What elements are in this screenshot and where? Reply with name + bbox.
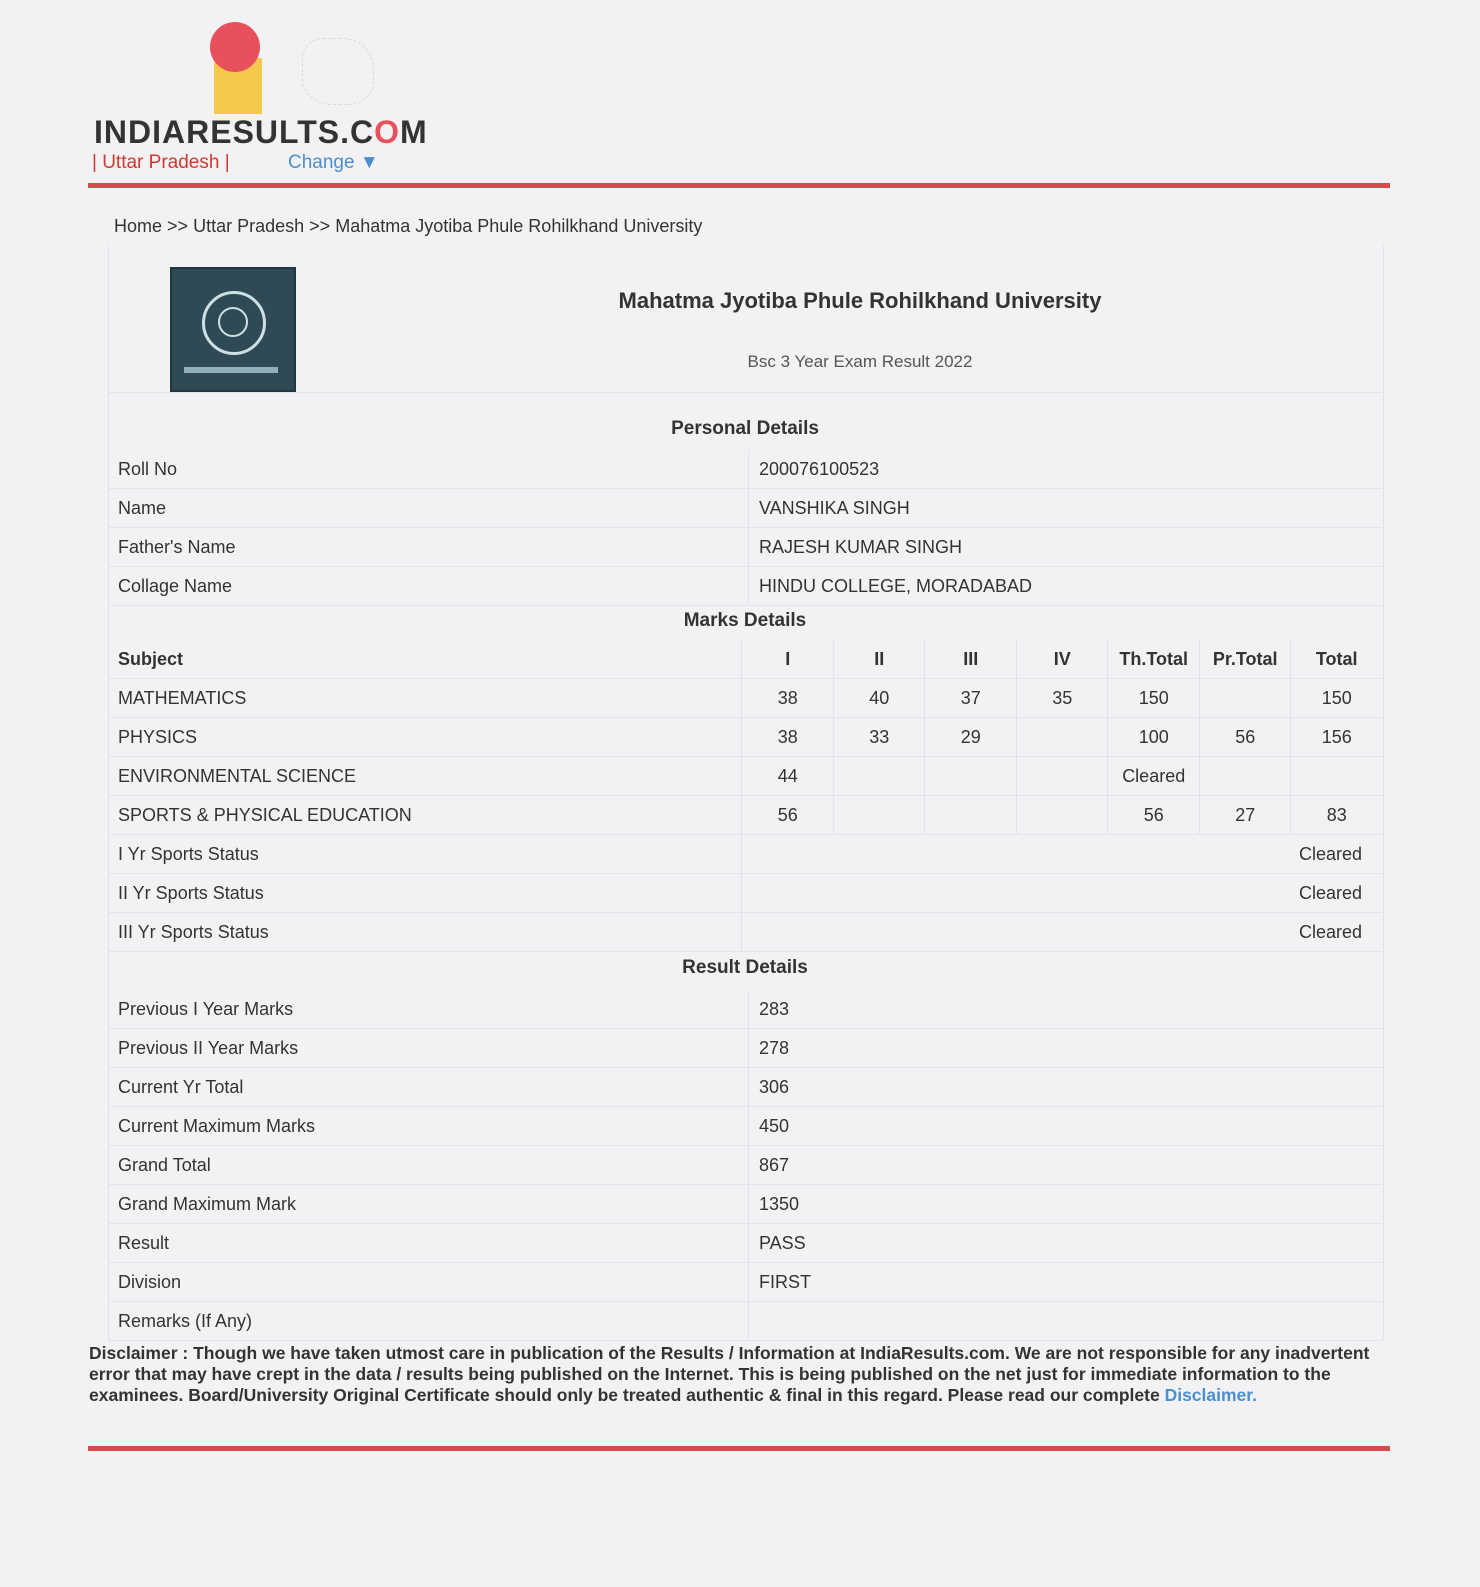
mark-cell <box>1016 718 1108 757</box>
table-row <box>108 718 1382 757</box>
disclaimer-text: Disclaimer : Though we have taken utmost care in publication of the Results / Information at IndiaResults.com. We are not responsible for any inadvertent error that may have crept in the data / results being published on the Internet. This is being published on the net just for immediate information to the examinees. Board/University Original Certificate should only be treated authentic & final in this regard. Please read our complete <box>89 1343 1370 1405</box>
table-row <box>108 679 1382 718</box>
table-row <box>108 528 1382 567</box>
col-th-total: Th.Total <box>1108 640 1200 679</box>
result-label: Previous II Year Marks <box>108 1029 749 1068</box>
result-label: Remarks (If Any) <box>108 1302 749 1341</box>
table-row <box>108 567 1382 606</box>
mark-cell: 29 <box>925 718 1017 757</box>
mark-cell: 40 <box>833 679 925 718</box>
mark-cell: Cleared <box>1108 757 1200 796</box>
change-state-link[interactable]: Change ▼ <box>288 152 379 173</box>
state-label: | Uttar Pradesh | <box>92 152 230 173</box>
col-pr-total: Pr.Total <box>1199 640 1291 679</box>
college-name-value: HINDU COLLEGE, MORADABAD <box>749 567 1383 606</box>
table-row <box>108 990 1382 1029</box>
mark-cell <box>1016 757 1108 796</box>
sports-status-value: Cleared <box>742 913 1382 952</box>
brand-name: INDIARESULTS.COM <box>94 114 428 150</box>
sports-status-row <box>108 874 1382 913</box>
breadcrumb-state[interactable]: Uttar Pradesh <box>193 216 305 236</box>
marks-details-heading: Marks Details <box>683 610 807 631</box>
table-row <box>108 1068 1382 1107</box>
table-row <box>108 796 1382 835</box>
table-row <box>108 1263 1382 1302</box>
exam-subtitle: Bsc 3 Year Exam Result 2022 <box>747 352 973 371</box>
sports-status-value: Cleared <box>742 874 1382 913</box>
university-title: Mahatma Jyotiba Phule Rohilkhand University <box>618 288 1102 313</box>
logo-mark-icon <box>210 20 270 120</box>
mark-cell <box>833 757 925 796</box>
col-iv: IV <box>1016 640 1108 679</box>
father-name-value: RAJESH KUMAR SINGH <box>749 528 1383 567</box>
col-total: Total <box>1291 640 1382 679</box>
mark-cell: 37 <box>925 679 1017 718</box>
mark-cell: 27 <box>1199 796 1291 835</box>
result-value <box>749 1302 1383 1341</box>
sports-status-value: Cleared <box>742 835 1382 874</box>
marks-details-table <box>108 640 1382 952</box>
result-label: Current Yr Total <box>108 1068 749 1107</box>
name-value: VANSHIKA SINGH <box>749 489 1383 528</box>
col-i: I <box>742 640 834 679</box>
roll-no-value: 200076100523 <box>749 450 1383 489</box>
sports-status-label: III Yr Sports Status <box>108 913 742 952</box>
table-row <box>108 1185 1382 1224</box>
table-header-row <box>108 640 1382 679</box>
result-details-heading: Result Details <box>682 957 808 978</box>
table-row <box>108 450 1382 489</box>
result-label: Grand Maximum Mark <box>108 1185 749 1224</box>
result-value: 283 <box>749 990 1383 1029</box>
table-row <box>108 1146 1382 1185</box>
divider <box>108 392 1382 393</box>
col-iii: III <box>925 640 1017 679</box>
personal-details-heading: Personal Details <box>671 418 819 439</box>
mark-cell <box>833 796 925 835</box>
sports-status-label: I Yr Sports Status <box>108 835 742 874</box>
result-details-table <box>108 990 1382 1341</box>
mark-cell: 150 <box>1108 679 1200 718</box>
disclaimer <box>89 1343 1389 1406</box>
col-subject: Subject <box>108 640 742 679</box>
result-label: Current Maximum Marks <box>108 1107 749 1146</box>
university-emblem-icon <box>170 267 296 392</box>
mark-cell: 56 <box>1199 718 1291 757</box>
subject-name: MATHEMATICS <box>108 679 742 718</box>
table-row <box>108 1224 1382 1263</box>
mark-cell: 156 <box>1291 718 1382 757</box>
breadcrumb: Home >> Uttar Pradesh >> Mahatma Jyotiba Phule Rohilkhand University <box>114 216 703 236</box>
table-row <box>108 1029 1382 1068</box>
result-value: 450 <box>749 1107 1383 1146</box>
subject-name: SPORTS & PHYSICAL EDUCATION <box>108 796 742 835</box>
mark-cell <box>1016 796 1108 835</box>
result-value: 306 <box>749 1068 1383 1107</box>
footer-divider <box>88 1446 1390 1451</box>
header-divider <box>88 183 1390 188</box>
result-value: PASS <box>749 1224 1383 1263</box>
sports-status-row <box>108 913 1382 952</box>
table-row <box>108 1107 1382 1146</box>
name-label: Name <box>108 489 749 528</box>
subject-name: PHYSICS <box>108 718 742 757</box>
breadcrumb-university[interactable]: Mahatma Jyotiba Phule Rohilkhand University <box>335 216 703 236</box>
result-label: Result <box>108 1224 749 1263</box>
mark-cell <box>1199 679 1291 718</box>
mark-cell <box>925 796 1017 835</box>
result-value: FIRST <box>749 1263 1383 1302</box>
mark-cell <box>925 757 1017 796</box>
roll-no-label: Roll No <box>108 450 749 489</box>
sports-status-row <box>108 835 1382 874</box>
mark-cell: 44 <box>742 757 834 796</box>
mark-cell: 35 <box>1016 679 1108 718</box>
mark-cell: 38 <box>742 718 834 757</box>
col-ii: II <box>833 640 925 679</box>
table-row <box>108 1302 1382 1341</box>
father-name-label: Father's Name <box>108 528 749 567</box>
table-row <box>108 489 1382 528</box>
breadcrumb-home[interactable]: Home <box>114 216 163 236</box>
uttar-pradesh-map-icon <box>302 38 374 105</box>
result-label: Grand Total <box>108 1146 749 1185</box>
result-value: 867 <box>749 1146 1383 1185</box>
mark-cell <box>1199 757 1291 796</box>
result-label: Division <box>108 1263 749 1302</box>
result-value: 1350 <box>749 1185 1383 1224</box>
mark-cell: 56 <box>1108 796 1200 835</box>
mark-cell: 150 <box>1291 679 1382 718</box>
sports-status-label: II Yr Sports Status <box>108 874 742 913</box>
mark-cell: 83 <box>1291 796 1382 835</box>
personal-details-table <box>108 450 1382 606</box>
table-row <box>108 757 1382 796</box>
subject-name: ENVIRONMENTAL SCIENCE <box>108 757 742 796</box>
result-value: 278 <box>749 1029 1383 1068</box>
result-label: Previous I Year Marks <box>108 990 749 1029</box>
indiaresults-logo[interactable] <box>92 20 428 180</box>
college-name-label: Collage Name <box>108 567 749 606</box>
disclaimer-link[interactable]: Disclaimer. <box>1164 1385 1257 1405</box>
mark-cell <box>1291 757 1382 796</box>
mark-cell: 38 <box>742 679 834 718</box>
mark-cell: 100 <box>1108 718 1200 757</box>
mark-cell: 56 <box>742 796 834 835</box>
mark-cell: 33 <box>833 718 925 757</box>
